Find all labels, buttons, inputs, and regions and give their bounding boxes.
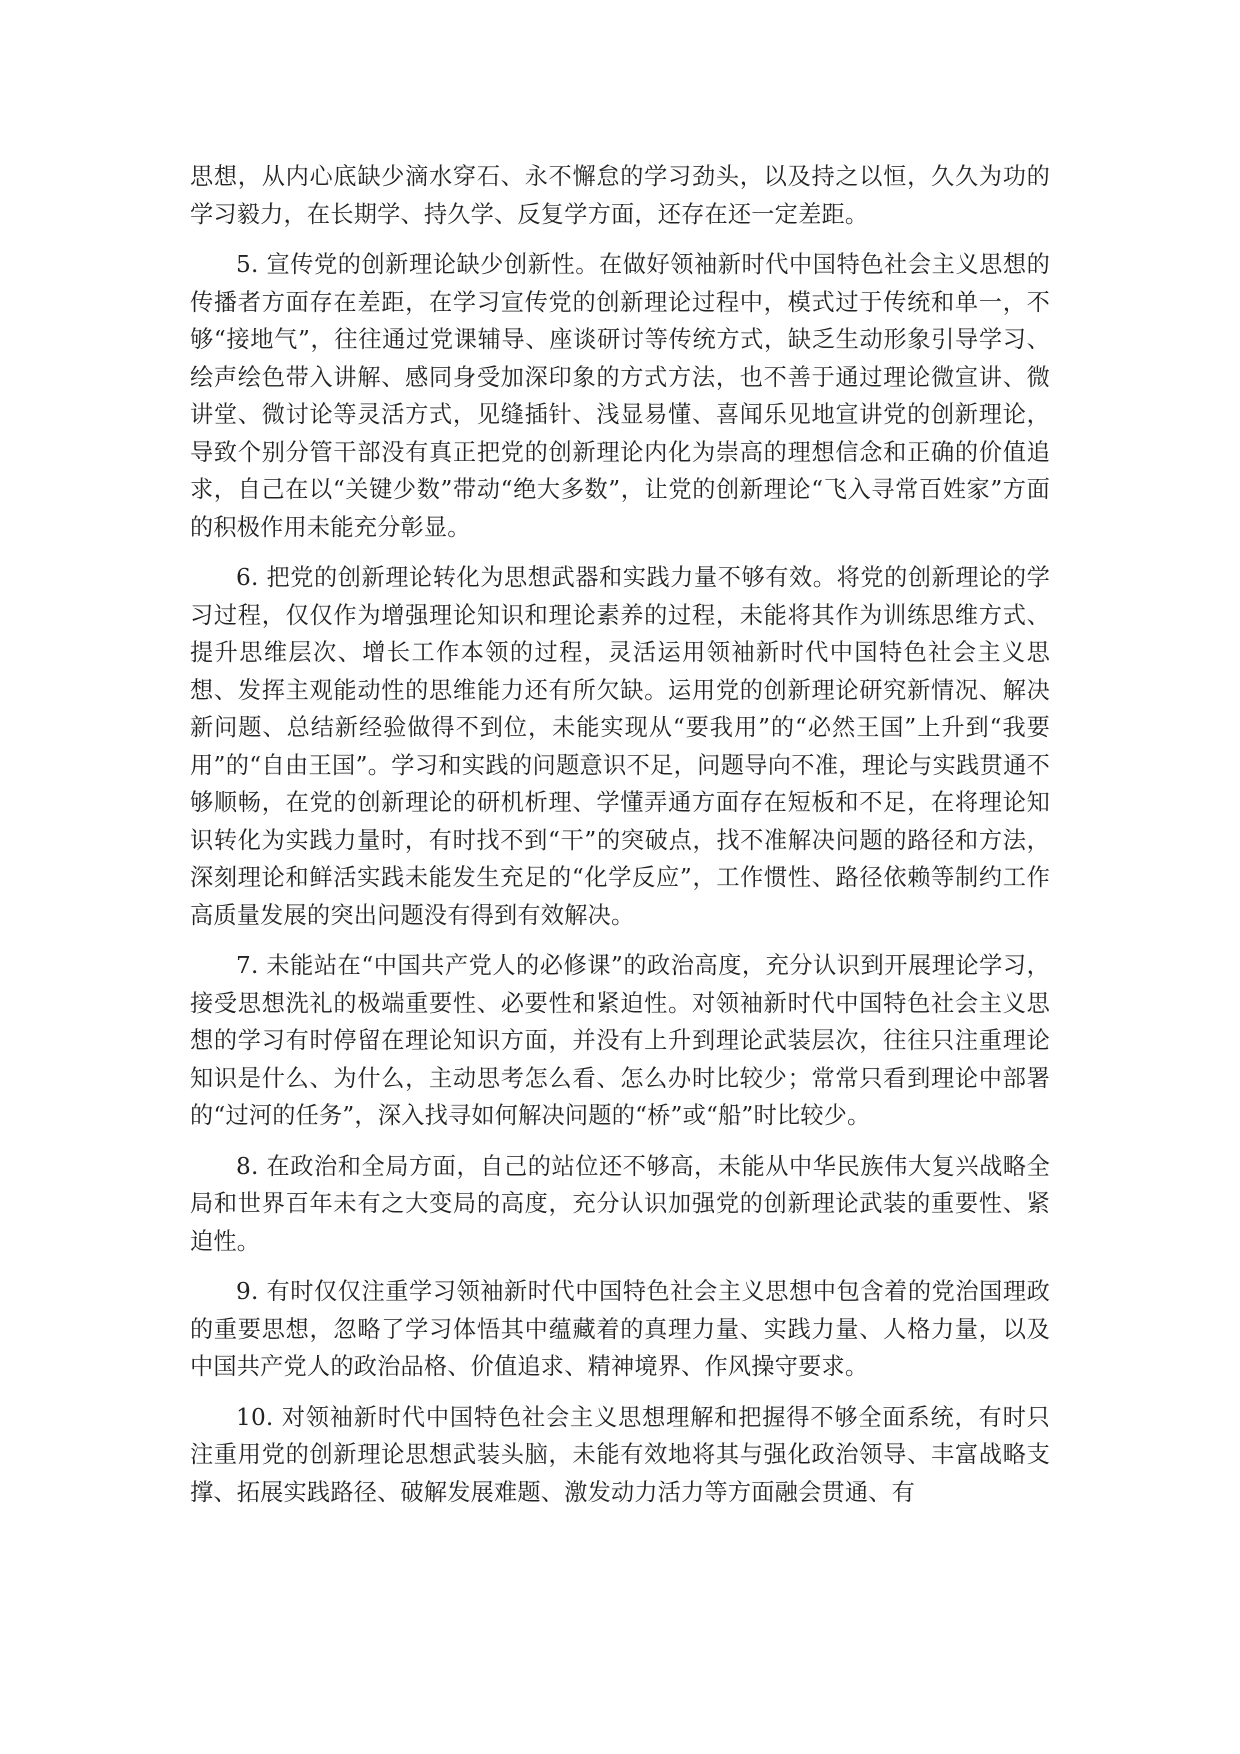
paragraph-item-7: 7. 未能站在“中国共产党人的必修课”的政治高度，充分认识到开展理论学习，接受思想洗礼的极端重要性、必要性和紧迫性。对领袖新时代中国特色社会主义思想的学习有时停留在理论知识方面，并没有上升到理论武装层次，往往只注重理论知识是什么、为什么，主动思考怎么看、怎么办时比较少；常常只看到理论中部署的“过河的任务”，深入找寻如何解决问题的“桥”或“船”时比较少。 (190, 952, 1050, 1129)
document-page (190, 158, 1050, 1524)
paragraph-item-5: 5. 宣传党的创新理论缺少创新性。在做好领袖新时代中国特色社会主义思想的传播者方面存在差距，在学习宣传党的创新理论过程中，模式过于传统和单一，不够“接地气”，往往通过党课辅导、座谈研讨等传统方式，缺乏生动形象引导学习、绘声绘色带入讲解、感同身受加深印象的方式方法，也不善于通过理论微宣讲、微讲堂、微讨论等灵活方式，见缝插针、浅显易懂、喜闻乐见地宣讲党的创新理论，导致个别分管干部没有真正把党的创新理论内化为崇高的理想信念和正确的价值追求，自己在以“关键少数”带动“绝大多数”，让党的创新理论“飞入寻常百姓家”方面的积极作用未能充分彰显。 (190, 251, 1050, 541)
paragraph-item-6: 6. 把党的创新理论转化为思想武器和实践力量不够有效。将党的创新理论的学习过程，仅仅作为增强理论知识和理论素养的过程，未能将其作为训练思维方式、提升思维层次、增长工作本领的过程，灵活运用领袖新时代中国特色社会主义思想、发挥主观能动性的思维能力还有所欠缺。运用党的创新理论研究新情况、解决新问题、总结新经验做得不到位，未能实现从“要我用”的“必然王国”上升到“我要用”的“自由王国”。学习和实践的问题意识不足，问题导向不准，理论与实践贯通不够顺畅，在党的创新理论的研机析理、学懂弄通方面存在短板和不足，在将理论知识转化为实践力量时，有时找不到“干”的突破点，找不准解决问题的路径和方法，深刻理论和鲜活实践未能发生充足的“化学反应”，工作惯性、路径依赖等制约工作高质量发展的突出问题没有得到有效解决。 (190, 564, 1050, 929)
paragraph-item-9: 9. 有时仅仅注重学习领袖新时代中国特色社会主义思想中包含着的党治国理政的重要思想，忽略了学习体悟其中蕴藏着的真理力量、实践力量、人格力量，以及中国共产党人的政治品格、价值追求、精神境界、作风操守要求。 (190, 1278, 1050, 1380)
paragraph-item-8: 8. 在政治和全局方面，自己的站位还不够高，未能从中华民族伟大复兴战略全局和世界百年未有之大变局的高度，充分认识加强党的创新理论武装的重要性、紧迫性。 (190, 1152, 1050, 1255)
paragraph-continuation: 思想，从内心底缺少滴水穿石、永不懈怠的学习劲头，以及持之以恒，久久为功的学习毅力，在长期学、持久学、反复学方面，还存在还一定差距。 (190, 163, 1050, 228)
paragraph-item-10: 10. 对领袖新时代中国特色社会主义思想理解和把握得不够全面系统，有时只注重用党的创新理论思想武装头脑，未能有效地将其与强化政治领导、丰富战略支撑、拓展实践路径、破解发展难题、激发动力活力等方面融会贯通、有 (190, 1403, 1050, 1506)
